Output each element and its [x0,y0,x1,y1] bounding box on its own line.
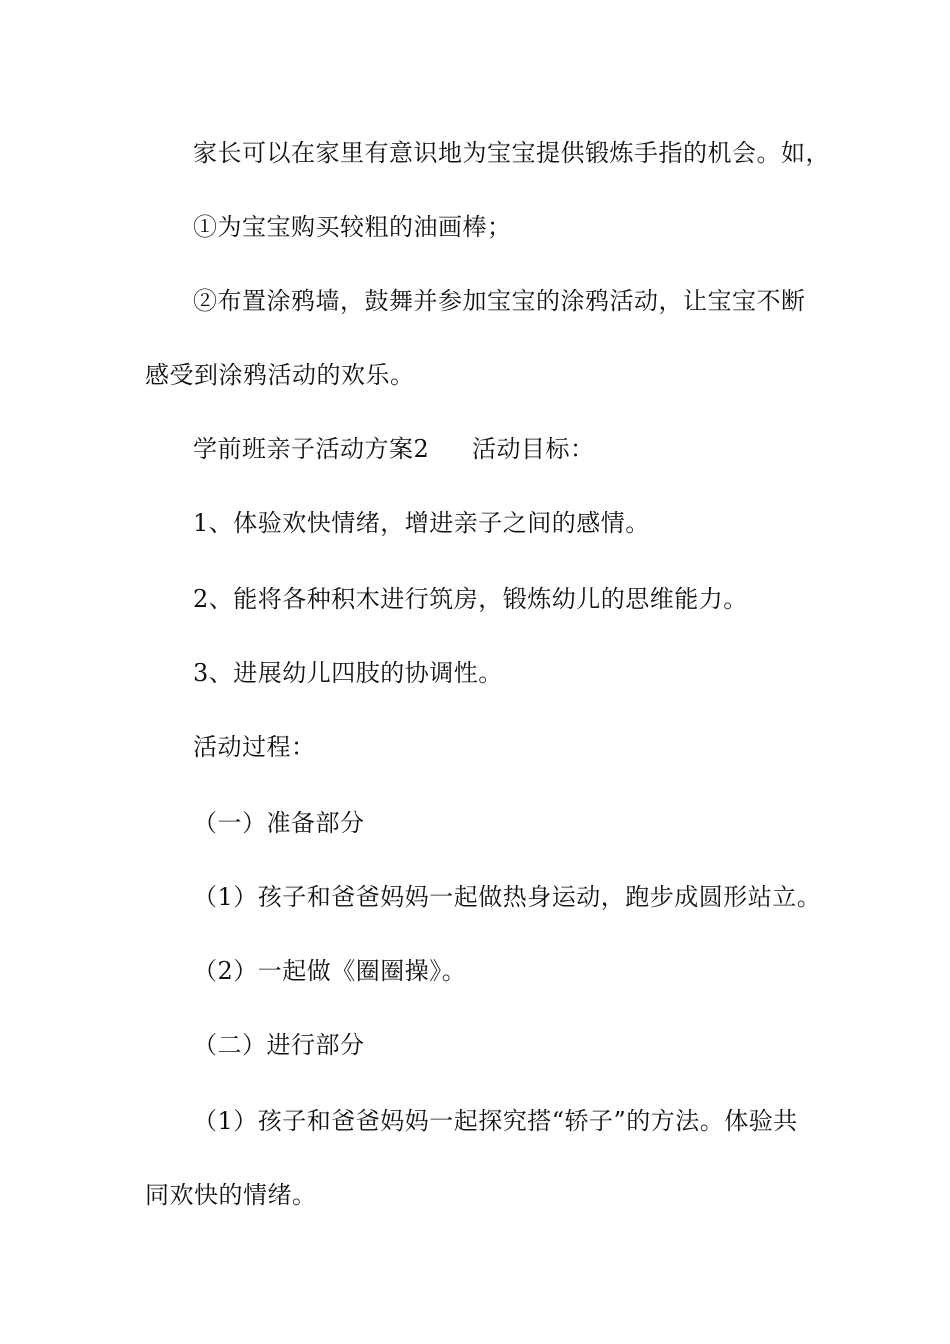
list-item: （1）孩子和爸爸妈妈一起探究搭“轿子”的方法。体验共 [193,1107,798,1135]
section-heading: 活动目标： [472,435,595,463]
paragraph-line: 感受到涂鸦活动的欢乐。 [145,361,415,389]
list-item: （1）孩子和爸爸妈妈一起做热身运动，跑步成圆形站立。 [193,883,822,911]
list-item: ②布置涂鸦墙，鼓舞并参加宝宝的涂鸦活动，让宝宝不断 [193,287,806,315]
list-item: 3、进展幼儿四肢的协调性。 [193,659,503,687]
paragraph-line: 家长可以在家里有意识地为宝宝提供锻炼手指的机会。如， [193,139,830,167]
list-item: 1、体验欢快情绪，增进亲子之间的感情。 [193,509,650,537]
subsection-heading: （一）准备部分 [193,809,365,837]
list-item: 2、能将各种积木进行筑房，锻炼幼儿的思维能力。 [193,585,748,613]
section-title: 学前班亲子活动方案2 [193,435,430,463]
subsection-heading: （二）进行部分 [193,1031,365,1059]
paragraph-line: 同欢快的情绪。 [145,1181,317,1209]
section-heading: 活动过程： [193,733,316,761]
list-item: ①为宝宝购买较粗的油画棒； [193,213,512,241]
list-item: （2）一起做《圈圈操》。 [193,957,467,985]
